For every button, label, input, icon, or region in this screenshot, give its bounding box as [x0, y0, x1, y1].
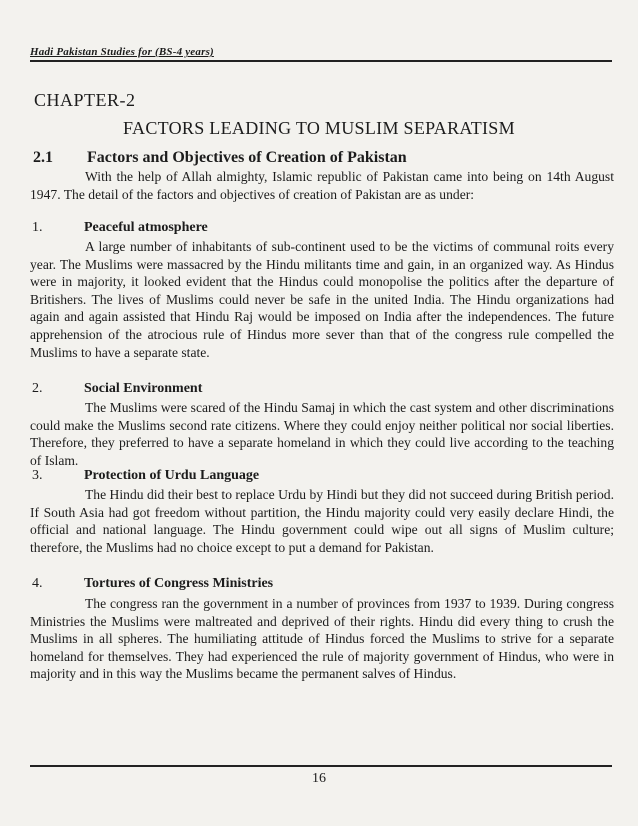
subsection-body-3 — [30, 486, 614, 556]
subsection-heading-2 — [32, 381, 202, 397]
body-paragraph: The Hindu did their best to replace Urdu by Hindi but they did not succeed during British period. If South Asia had got freedom without partition, the Hindu majority could very easily declare Hindi, the official and national language. The Hindu government could wipe out all signs of Muslim culture; therefore, the Muslims had no choice except to put a demand for Pakistan. — [30, 487, 614, 555]
section-heading — [33, 149, 407, 167]
subsection-title: Tortures of Congress Ministries — [84, 576, 274, 591]
running-header: Hadi Pakistan Studies for (BS-4 years) — [30, 46, 214, 58]
section-title: Factors and Objectives of Creation of Pakistan — [87, 149, 407, 166]
chapter-title: FACTORS LEADING TO MUSLIM SEPARATISM — [123, 118, 515, 138]
header-rule — [30, 60, 612, 62]
section-number: 2.1 — [33, 149, 53, 166]
subsection-title: Protection of Urdu Language — [84, 468, 260, 483]
chapter-label: CHAPTER-2 — [34, 90, 136, 110]
subsection-heading-3 — [32, 468, 259, 484]
subsection-number: 2. — [32, 381, 43, 396]
subsection-heading-1 — [32, 220, 208, 236]
footer-rule — [30, 765, 612, 767]
subsection-body-4 — [30, 595, 614, 683]
body-paragraph: A large number of inhabitants of sub-continent used to be the victims of communal roits every year. The Muslims were massacred by the Hindu militants time and gain, in an organized way. As Hindus were in majority, it looked evident that the Hindus could monopolise the politics after the departure of Britishers. The lives of Muslims could never be safe in the united India. The Hindu organizations had again and again assisted that Hindu Raj would be imposed on India after the independences. The future apprehension of the atrocious rule of Hindus more sever than that of the congress rule compelled the Muslims to have a separate state. — [30, 239, 614, 360]
subsection-heading-4 — [32, 576, 273, 592]
intro-paragraph: With the help of Allah almighty, Islamic republic of Pakistan came into being on 14th August 1947. The detail of the factors and objectives of creation of Pakistan are as under: — [30, 169, 614, 202]
subsection-number: 4. — [32, 576, 43, 591]
subsection-body-1 — [30, 238, 614, 361]
subsection-number: 1. — [32, 220, 43, 235]
body-paragraph: The congress ran the government in a number of provinces from 1937 to 1939. During congress Ministries the Muslims were maltreated and deprived of their rights. Hindu did every thing to crush the Muslims in all spheres. The humiliating attitude of Hindus forced the Muslims to strive for a separate homeland for themselves. They had experienced the rule of majority government of Hindus, who were in majority and in this way the Muslims became the permanent salves of Hindus. — [30, 596, 614, 682]
section-intro — [30, 168, 614, 203]
body-paragraph: The Muslims were scared of the Hindu Samaj in which the cast system and other discriminations could make the Muslims second rate citizens. Where they could enjoy neither political nor social liberties. Therefore, they preferred to have a separate homeland in which they could live according to the teaching of Islam. — [30, 400, 614, 468]
subsection-title: Peaceful atmosphere — [84, 220, 208, 235]
subsection-number: 3. — [32, 468, 43, 483]
page-number: 16 — [312, 771, 326, 786]
subsection-body-2 — [30, 399, 614, 469]
subsection-title: Social Environment — [84, 381, 203, 396]
